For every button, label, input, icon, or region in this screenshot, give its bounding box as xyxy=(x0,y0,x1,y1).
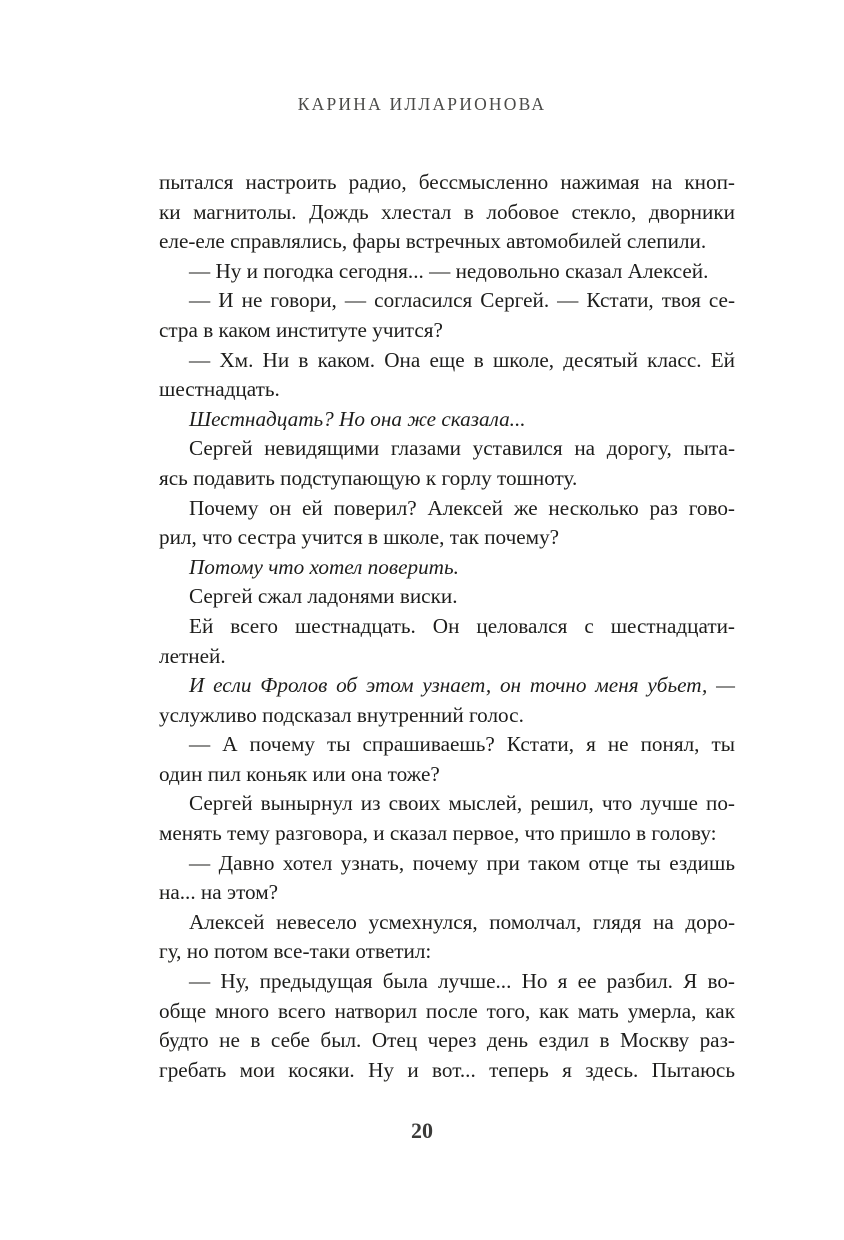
text-line: стра в каком институте учится? xyxy=(159,317,443,342)
text-line: на... на этом? xyxy=(159,880,279,905)
text-line: — Ну и погодка сегодня... — недовольно сказал Алексей. xyxy=(189,258,709,283)
text-line: один пил коньяк или она тоже? xyxy=(159,761,440,786)
text-line: обще много всего натворил после того, как мать умерла, как xyxy=(159,998,735,1023)
text-line: шестнадцать. xyxy=(159,377,280,402)
text-line: услужливо подсказал внутренний голос. xyxy=(159,702,524,727)
page-number: 20 xyxy=(411,1118,433,1143)
text-line: Ей всего шестнадцать. Он целовался с шестнадцати- xyxy=(189,613,735,638)
text-line: Почему он ей поверил? Алексей же несколько раз гово- xyxy=(189,495,735,520)
running-head: КАРИНА ИЛЛАРИОНОВА xyxy=(297,94,547,114)
text-line: гребать мои косяки. Ну и вот... теперь я здесь. Пытаюсь xyxy=(159,1057,735,1082)
text-line: рил, что сестра учится в школе, так почему? xyxy=(159,525,560,550)
text-line: — Ну, предыдущая была лучше... Но я ее разбил. Я во- xyxy=(189,969,735,994)
text-line: И если Фролов об этом узнает, он точно меня убьет, — xyxy=(189,673,735,698)
text-line: будто не в себе был. Отец через день ездил в Москву раз- xyxy=(159,1028,735,1053)
text-line: менять тему разговора, и сказал первое, что пришло в голову: xyxy=(159,821,717,846)
text-line: гу, но потом все-таки ответил: xyxy=(159,939,432,964)
text-line: — И не говори, — согласился Сергей. — Кстати, твоя се- xyxy=(189,288,735,313)
text-line: ки магнитолы. Дождь хлестал в лобовое стекло, дворники xyxy=(159,199,735,224)
text-line: Потому что хотел поверить. xyxy=(189,554,459,579)
text-line: Алексей невесело усмехнулся, помолчал, глядя на доро- xyxy=(189,909,735,934)
body-text xyxy=(159,168,735,1085)
text-line: — Давно хотел узнать, почему при таком отце ты ездишь xyxy=(189,850,735,875)
text-line: — А почему ты спрашиваешь? Кстати, я не понял, ты xyxy=(189,732,735,757)
text-line: Сергей сжал ладонями виски. xyxy=(189,584,458,609)
text-line: — Хм. Ни в каком. Она еще в школе, десятый класс. Ей xyxy=(189,347,735,372)
text-line: Сергей вынырнул из своих мыслей, решил, что лучше по- xyxy=(189,791,735,816)
text-line: Шестнадцать? Но она же сказала... xyxy=(189,406,526,431)
text-line: пытался настроить радио, бессмысленно нажимая на кноп- xyxy=(159,170,735,194)
text-line: летней. xyxy=(159,643,226,668)
text-line: еле-еле справлялись, фары встречных автомобилей слепили. xyxy=(159,229,707,254)
text-line: ясь подавить подступающую к горлу тошноту. xyxy=(159,465,578,490)
text-line: Сергей невидящими глазами уставился на дорогу, пыта- xyxy=(189,436,735,461)
